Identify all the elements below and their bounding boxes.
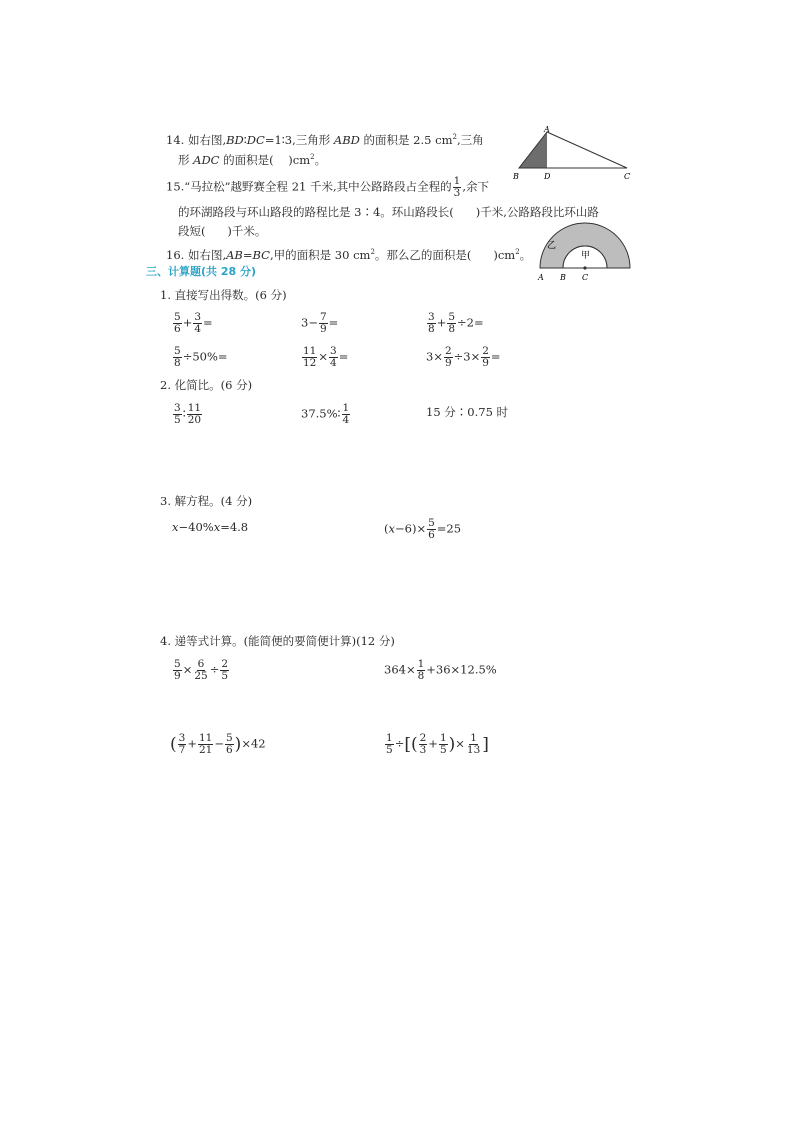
part-4-title: 4. 递等式计算。(能简便的要简便计算)(12 分)	[160, 634, 395, 648]
answer-blank[interactable]	[471, 248, 493, 262]
question-15-line-3: 段短( )千米。	[178, 224, 267, 238]
label-c: C	[582, 273, 589, 282]
question-16-line-1: 16. 如右图,AB=BC,甲的面积是 30 $cm^2$。那么乙的面积是( )$cm^2$。	[166, 247, 532, 262]
expression-1-5: $\frac{11}{12}$ × $\frac{3}{4}$ =	[303, 345, 349, 369]
calculation-4-1: $\frac{5}{9}$ × $\frac{6}{25}$ ÷ $\frac{2}{5}$	[174, 658, 229, 682]
equation-3-1: x−40%x=4.8	[172, 520, 249, 534]
expression-1-2: 3− $\frac{7}{9}$ =	[301, 311, 339, 335]
ratio-2-2: 37.5%∶ $\frac{1}{4}$	[301, 402, 350, 426]
calculation-4-4: $\frac{1}{5}$ ÷[( $\frac{2}{3}$ + $\frac{1}{5}$ )× $\frac{1}{13}$ ]	[386, 732, 489, 756]
answer-blank[interactable]	[274, 153, 289, 167]
equation-3-2: (x−6)× $\frac{5}{6}$ =25	[384, 517, 462, 541]
section-3-heading: 三、计算题(共 28 分)	[146, 265, 257, 278]
ratio-2-3: 15 分∶0.75 时	[426, 405, 509, 419]
semicircle-arch-figure	[534, 220, 636, 284]
label-c: C	[624, 172, 631, 181]
calculation-4-2: 364× $\frac{1}{8}$ +36×12.5%	[384, 658, 497, 682]
question-14-line-1: 14. 如右图,BD∶DC=1∶3,三角形 ABD 的面积是 2.5 $cm^2$,三角	[166, 132, 484, 147]
label-b: B	[560, 273, 566, 282]
label-yi: 乙	[547, 241, 557, 251]
question-14-line-2: 形 ADC 的面积是( )$cm^2$。	[178, 152, 327, 167]
label-b: B	[513, 172, 519, 181]
expression-1-3: $\frac{3}{8}$ + $\frac{5}{8}$ ÷2=	[428, 311, 484, 335]
part-2-title: 2. 化简比。(6 分)	[160, 378, 253, 392]
label-d: D	[544, 172, 551, 181]
center-point	[583, 266, 586, 269]
triangle-figure	[510, 124, 635, 182]
label-a: A	[538, 273, 544, 282]
expression-1-6: 3× $\frac{2}{9}$ ÷3× $\frac{2}{9}$ =	[426, 345, 501, 369]
expression-1-4: $\frac{5}{8}$ ÷50%=	[174, 345, 228, 369]
part-3-title: 3. 解方程。(4 分)	[160, 494, 253, 508]
question-15-line-2: 的环湖路段与环山路段的路程比是 3∶4。环山路段长( )千米,公路路段比环山路	[178, 205, 599, 219]
expression-1-1: $\frac{5}{6}$ + $\frac{3}{4}$ =	[174, 311, 213, 335]
part-1-title: 1. 直接写出得数。(6 分)	[160, 288, 287, 302]
calculation-4-3: ( $\frac{3}{7}$ + $\frac{11}{21}$ − $\frac{5}{6}$ )×42	[170, 732, 266, 756]
label-a: A	[544, 125, 550, 134]
question-15-line-1: 15.“马拉松”越野赛全程 21 千米,其中公路路段占全程的 $\frac{1}{3}$ ,余下	[166, 175, 489, 199]
ratio-2-1: $\frac{3}{5}$ ∶ $\frac{11}{20}$	[174, 402, 202, 426]
fraction: $\frac{1}{3}$	[453, 175, 461, 199]
label-jia: 甲	[581, 251, 591, 261]
